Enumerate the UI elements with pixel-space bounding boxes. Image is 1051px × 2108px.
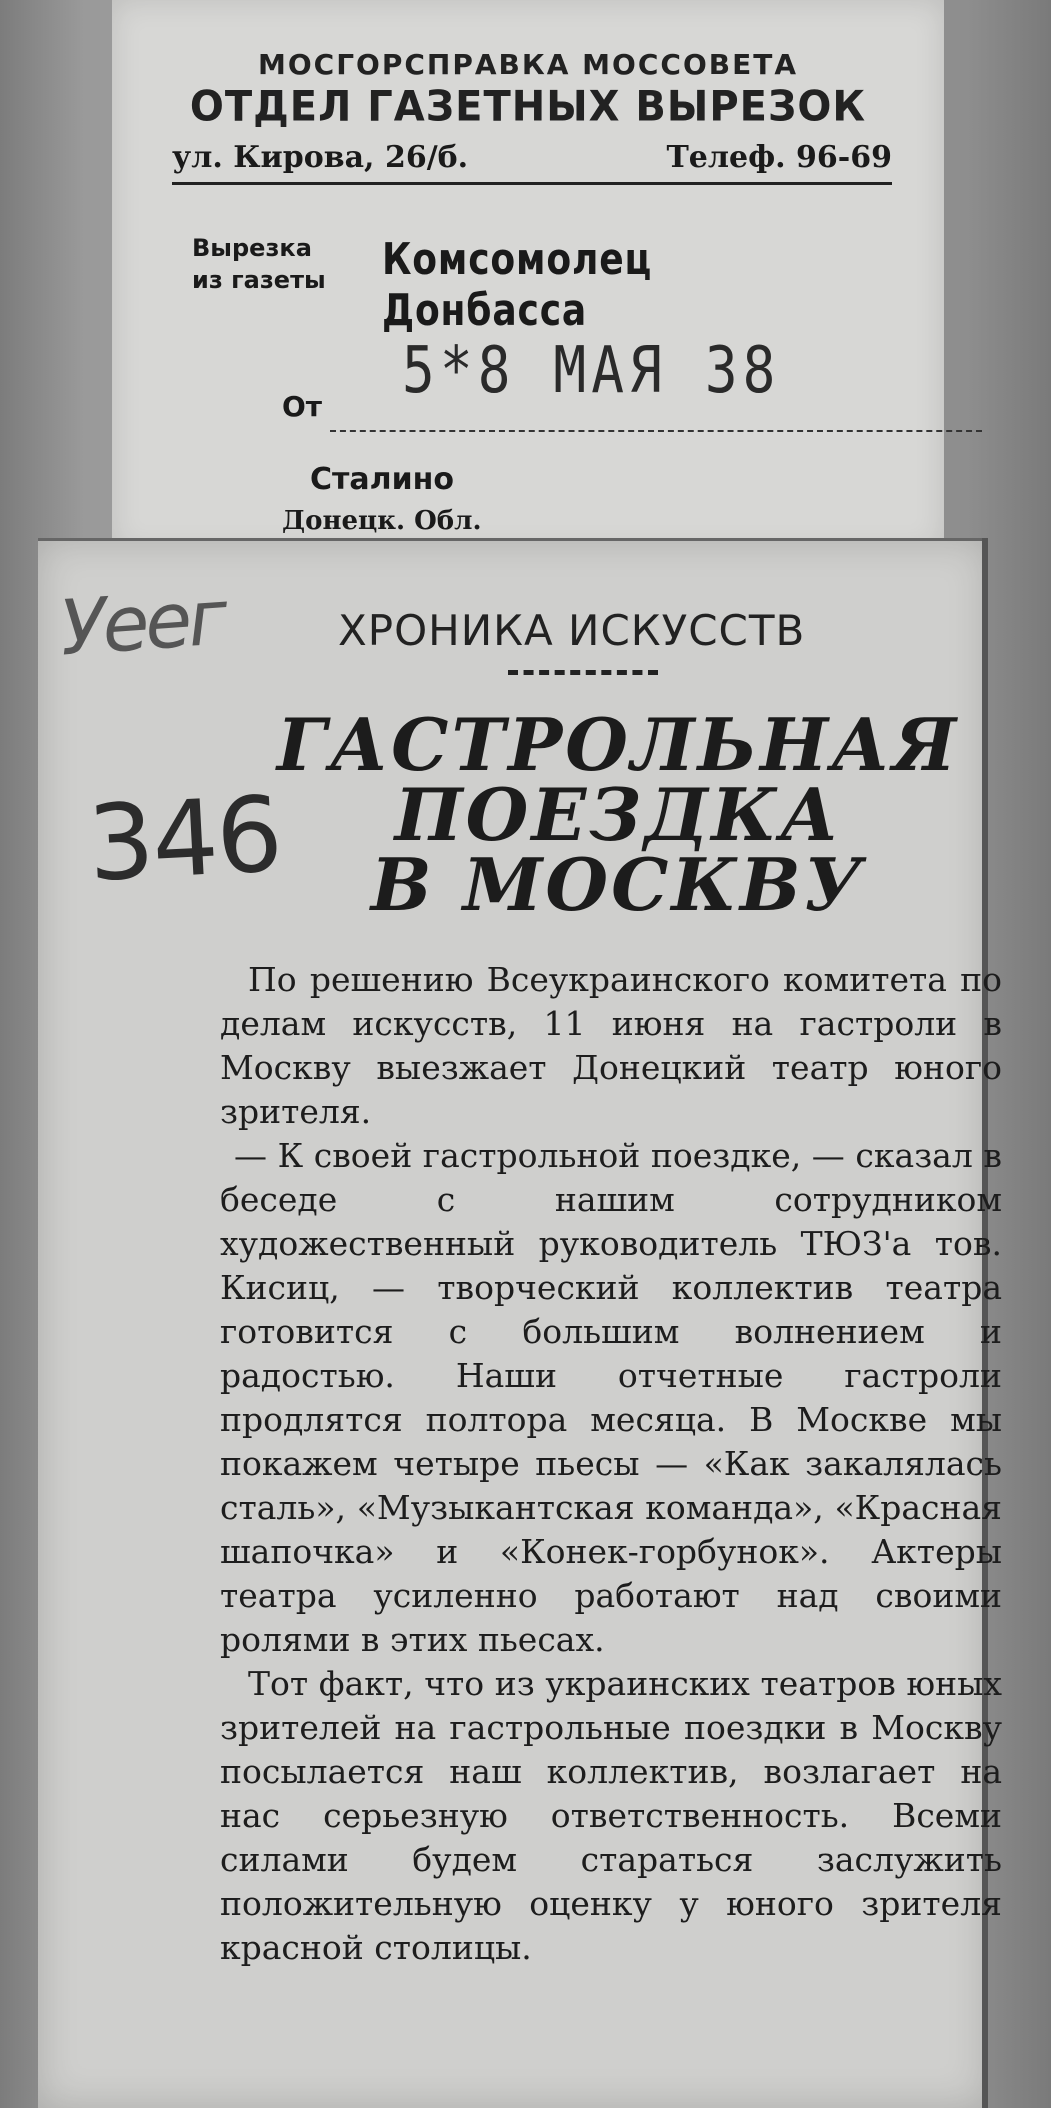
region: Донецк. Обл. <box>282 506 482 536</box>
paragraph: По решению Всеукраинского комитета по делам искусств, 11 июня на гастроли в Москву выезжает Донецкий театр юного зрителя. <box>220 960 1002 1131</box>
phone: Телеф. 96-69 <box>666 140 892 175</box>
headline-line1: ГАСТРОЛЬНАЯ <box>276 702 960 787</box>
headline <box>238 702 998 927</box>
clipping-service-slip <box>112 0 944 552</box>
paragraph: — К своей гастрольной поездке, — сказал в беседе с нашим сотрудником художественный руководитель ТЮЗ'а тов. Кисиц, — творческий коллектив театра готовится с большим волнением и радостью. Наши отчетные гастроли продлятся полтора месяца. В Москве мы покажем четыре пьесы — «Как закалялась сталь», «Музыкантская команда», «Красная шапочка» и «Конек-горбунок». Актеры театра усиленно работают над своими ролями в этих пьесах. <box>220 1136 1002 1659</box>
article-body <box>220 958 1002 1970</box>
rubric-divider <box>508 670 658 675</box>
handwritten-number: 346 <box>84 773 284 905</box>
cut-label <box>192 232 326 296</box>
headline-line2: ПОЕЗДКА <box>394 772 842 857</box>
headline-line3: В МОСКВУ <box>370 842 866 927</box>
rubric: ХРОНИКА ИСКУССТВ <box>338 606 806 655</box>
date-stamp: 5*8 МАЯ 38 <box>402 334 781 408</box>
department-name: ОТДЕЛ ГАЗЕТНЫХ ВЫРЕЗОК <box>189 82 867 132</box>
date-prefix: От <box>282 390 323 423</box>
cut-label-line2: из газеты <box>192 266 326 294</box>
address-row <box>172 140 892 180</box>
cut-label-line1: Вырезка <box>192 234 312 262</box>
handwritten-note: Уеег <box>57 572 227 673</box>
paragraph: Тот факт, что из украинских театров юных зрителей на гастрольные поездки в Москву посылается наш коллектив, возлагает на нас серьезную ответственность. Всеми силами будем стараться заслужить положительную оценку у юного зрителя красной столицы. <box>220 1664 1002 1967</box>
address: ул. Кирова, 26/б. <box>172 140 469 175</box>
newspaper-clipping <box>38 538 1002 2108</box>
newspaper-name: Комсомолец Донбасса <box>382 234 653 336</box>
divider <box>172 182 892 185</box>
city: Сталино <box>310 462 454 497</box>
date-line <box>330 430 982 432</box>
org-name: МОСГОРСПРАВКА МОССОВЕТА <box>257 48 798 81</box>
clipping-edge-top <box>38 538 988 541</box>
date-row <box>282 334 982 434</box>
